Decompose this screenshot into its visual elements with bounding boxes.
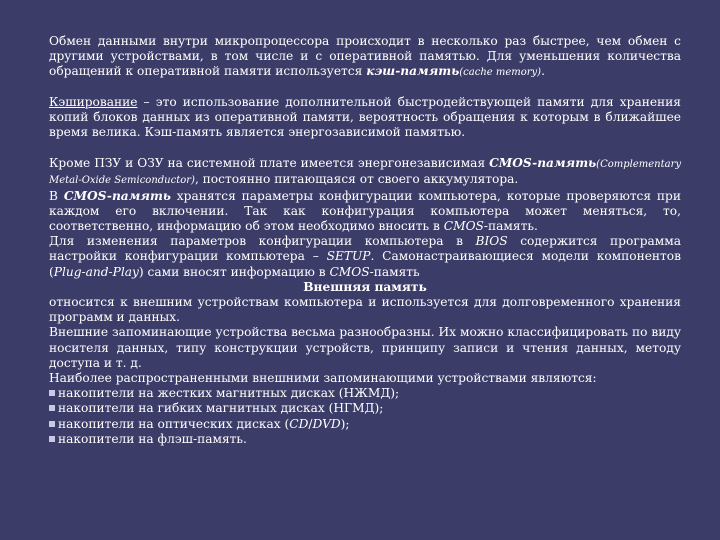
text: ) сами вносят информацию в <box>138 264 330 279</box>
list-item-label: накопители на флэш-память. <box>58 431 247 446</box>
term-cd: CD <box>289 416 309 431</box>
term-english: (cache memory) <box>459 67 542 79</box>
text: Кроме ПЗУ и ОЗУ на системной плате имеется энергонезависимая <box>49 156 490 171</box>
list-item <box>49 432 681 447</box>
term-cache-memory: кэш-память <box>366 64 460 79</box>
term-cmos-memory: CMOS-память <box>489 156 597 171</box>
list-item-label: накопители на гибких магнитных дисках (НГМД); <box>58 401 384 416</box>
paragraph-caching-definition <box>49 95 681 141</box>
text: В <box>49 188 64 203</box>
text: , постоянно питающаяся от своего аккумулятора. <box>194 172 519 187</box>
list-item <box>49 386 681 401</box>
square-bullet-icon <box>49 390 55 396</box>
paragraph-cmos <box>49 156 681 188</box>
square-bullet-icon <box>49 421 55 427</box>
text: – это использование дополнительной быстродействующей памяти для хранения копий блоков данных из оперативной памяти, вероятность обращения к которым в ближайшее время велика. Кэш-память является энергозависимой памятью. <box>49 94 681 140</box>
paragraph-external-devices: Внешние запоминающие устройства весьма разнообразны. Их можно классифицировать по виду носителя данных, типу конструкции устройств, принципу записи и чтения данных, методу доступа и т. д. <box>49 325 681 370</box>
term-plug-and-play: Plug-and-Play <box>53 264 139 279</box>
square-bullet-icon <box>49 405 55 411</box>
paragraph-bios-setup <box>49 234 681 280</box>
list-item <box>49 401 681 416</box>
term-cmos: CMOS <box>329 264 370 279</box>
paragraph-common-devices: Наиболее распространенными внешними запоминающими устройствами являются: <box>49 371 597 386</box>
term-cmos: CMOS <box>443 219 484 234</box>
square-bullet-icon <box>49 436 55 442</box>
text: Обмен данными внутри микропроцессора происходит в несколько раз быстрее, чем обмен с другими устройствами, в том числе и с оперативной памятью. Для уменьшения количества обращений к оперативной памяти используется <box>49 34 681 79</box>
paragraph-external-memory: относится к внешним устройствам компьютера и используется для долговременного хранения программ и данных. <box>49 295 681 325</box>
text: содержится программа настройки конфигурации компьютера – <box>49 234 681 264</box>
text: -память. <box>483 219 538 234</box>
text: / <box>308 416 313 431</box>
text: Для изменения параметров конфигурации компьютера в <box>49 234 476 249</box>
term-cmos-memory: CMOS-память <box>63 188 171 203</box>
list-item-label <box>58 417 350 432</box>
term-english: (Complementary Metal-Oxide Semiconductor) <box>49 159 681 187</box>
term-caching: Кэширование <box>49 94 138 109</box>
term-dvd: DVD <box>312 416 341 431</box>
text: ); <box>340 416 350 431</box>
text: . <box>541 64 545 79</box>
paragraph-cmos-config <box>49 189 681 235</box>
slide-body <box>49 34 681 447</box>
text: накопители на оптических дисках ( <box>58 416 290 431</box>
text: -память <box>369 264 420 279</box>
list-item <box>49 417 681 432</box>
term-setup: SETUP <box>326 249 371 264</box>
text: хранятся параметры конфигурации компьютера, которые проверяются при каждом его включении. Так как конфигурация компьютера может меняться, то, соответственно, информацию об этом необходимо вносить в <box>49 188 681 234</box>
paragraph-cache-intro <box>49 34 681 81</box>
term-bios: BIOS <box>475 234 508 249</box>
text: . Самонастраивающиеся модели компонентов ( <box>49 249 681 279</box>
heading-external-memory: Внешняя память <box>303 279 427 294</box>
list-item-label: накопители на жестких магнитных дисках (НЖМД); <box>58 386 400 401</box>
